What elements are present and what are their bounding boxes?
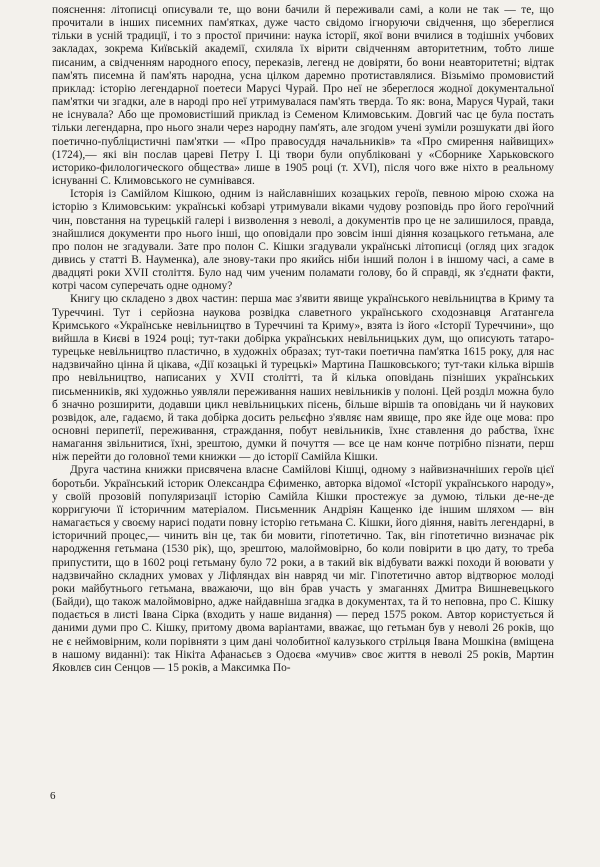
paragraph-3: Книгу цю складено з двох частин: перша має з'явити явище українського невільництва в Криму та Туреччині. Тут і серйозна наукова розвідка славетного українського сходознавця Агатангела Кримського «Українське невільництво в Туреччині та Криму», взята із його «Історії Туреччини», що вийшла в Києві в 1924 році; тут-таки добірка українських невільницьких дум, що описують татаро-турецьке невільництво пластично, в художніх образах; тут-таки поетична пам'ятка 1615 року, для нас надзвичайно цінна й цікава, «Дії козацькі й турецькі» Мартина Пашковського; тут-таки кілька віршів про невільництво, написаних у XVII столітті, та й кілька оповідань пізніших українських письменників, які художньо уявляли переживання наших невільників у полоні. Цей розділ можна було б значно розширити, додавши цикл невільницьких пісень, більше віршів та оповідань чи й наукових розвідок, але, гадаємо, й така добірка досить рельєфно з'являє нам явище, про яке йде оце мова: про основні перипетії, переживання, страждання, побут невільників, їхнє ставлення до рабства, їхнє намагання звільнитися, їхні, зрештою, думки й почуття — все це нам конче потрібно пізнати, перш ніж перейти до головної теми книжки — до історії Самійла Кішки. <box>52 293 554 464</box>
page-number: 6 <box>50 790 56 802</box>
paragraph-4: Друга частина книжки присвячена власне Самійлові Кішці, одному з найвизначніших героїв цієї боротьби. Український історик Олександра Єфименко, авторка відомої «Історії українського народу», у своїй прозовій популяризації історію Самійла Кішки простежує за думою, тільки де-не-де корригуючи її історичним матеріалом. Письменник Андріян Кащенко іде іншим шляхом — він намагається у своєму нарисі подати повну історію гетьмана С. Кішки, його діяння, навіть легендарні, в історичний процес,— чинить він це, так би мовити, гіпотетично. Так, він гіпотетично визначає рік народження гетьмана (1530 рік), що, зрештою, малоймовірно, бо коли повірити в цю дату, то треба припустити, що в 1602 році гетьману було 72 роки, а в такий вік відбувати важкі походи й воювати у надзвичайно складних умовах у Ліфляндах він навряд чи міг. Гіпотетично автор відтворює молоді роки майбутнього гетьмана, вважаючи, що він брав участь у змаганнях Дмитра Вишневецького (Байди), що також малоймовірно, адже найдавніша згадка в документах, та й то неповна, про С. Кішку подається в листі Івана Сірка (входить у наше видання) — перед 1575 роком. Автор користується й даними думи про С. Кішку, притому двома варіантами, вважає, що гетьман був у неволі 26 років, що не є неймовірним, коли порівняти з цим дані чолобитної калузького стрільця Івана Мошкіна (вміщена в нашому виданні): так Нікіта Афанасьєв з Одоєва «мучив» своє життя в неволі 25 років, Мартин Яковлєв син Сенцов — 15 років, а Максимка По- <box>52 464 554 674</box>
paragraph-2: Історія із Самійлом Кішкою, одним із найславніших козацьких героїв, певною мірою схожа на історію з Климовським: українські кобзарі утримували віками чудову розповідь про його героїчний чин, повстання на турецькій галері і визволення з неволі, а документів про це не залишилося, правда, знайшлися документи про нього інші, що оповідали про зовсім інші діяння козацького гетьмана, але про полон не згадували. Зате про полон С. Кішки згадували українські літописці (огляд цих згадок дивись у статті В. Науменка), але знову-таки про якийсь ніби інший полон і в іншому часі, а саме в двадцяті роки XVII століття. Було над чим ученим поламати голову, бо й справді, як з'єднати факти, котрі часом суперечать одне одному? <box>52 188 554 293</box>
paragraph-1: пояснення: літописці описували те, що вони бачили й переживали самі, а коли не так — те, що прочитали в інших писемних пам'ятках, дуже часто свідомо ігноруючи свідчення, що збереглися тільки в усній традиції, і то з простої причини: наука історії, якої вони вчилися в тодішніх учбових закладах, зокрема Київській академії, схиляла їх вірити свідченням авторитетним, тобто лише писаним, а свідченням народного епосу, переказів, легенд не довіряти, бо вони неавторитетні; відтак пам'ять писемна й пам'ять народна, усна цілком даремно протиставлялися. Візьмімо промовистий приклад: історію легендарної поетеси Марусі Чурай. Про неї не збереглося жодної документальної пам'ятки чи згадки, але в народі про неї утримувалася пам'ять тверда. То як: вона, Маруся Чурай, таки не існувала? Або ще промовистіший приклад із Семеном Климовським. Довгий час це була постать тільки легендарна, про нього знали через народну пам'ять, але згодом учені зуміли розшукати дві його поетично-публіцистичні пам'ятки — «Про правосуддя начальників» та «Про смирення найвищих» (1724),— які він послав цареві Петру І. Ці твори були опубліковані у «Сборнике Харьковского историко-филологического общества» лише в 1905 році (т. XVI), після чого вже ніхто в реальному існуванні С. Климовського не сумнівався. <box>52 4 554 188</box>
page-body <box>52 4 554 675</box>
